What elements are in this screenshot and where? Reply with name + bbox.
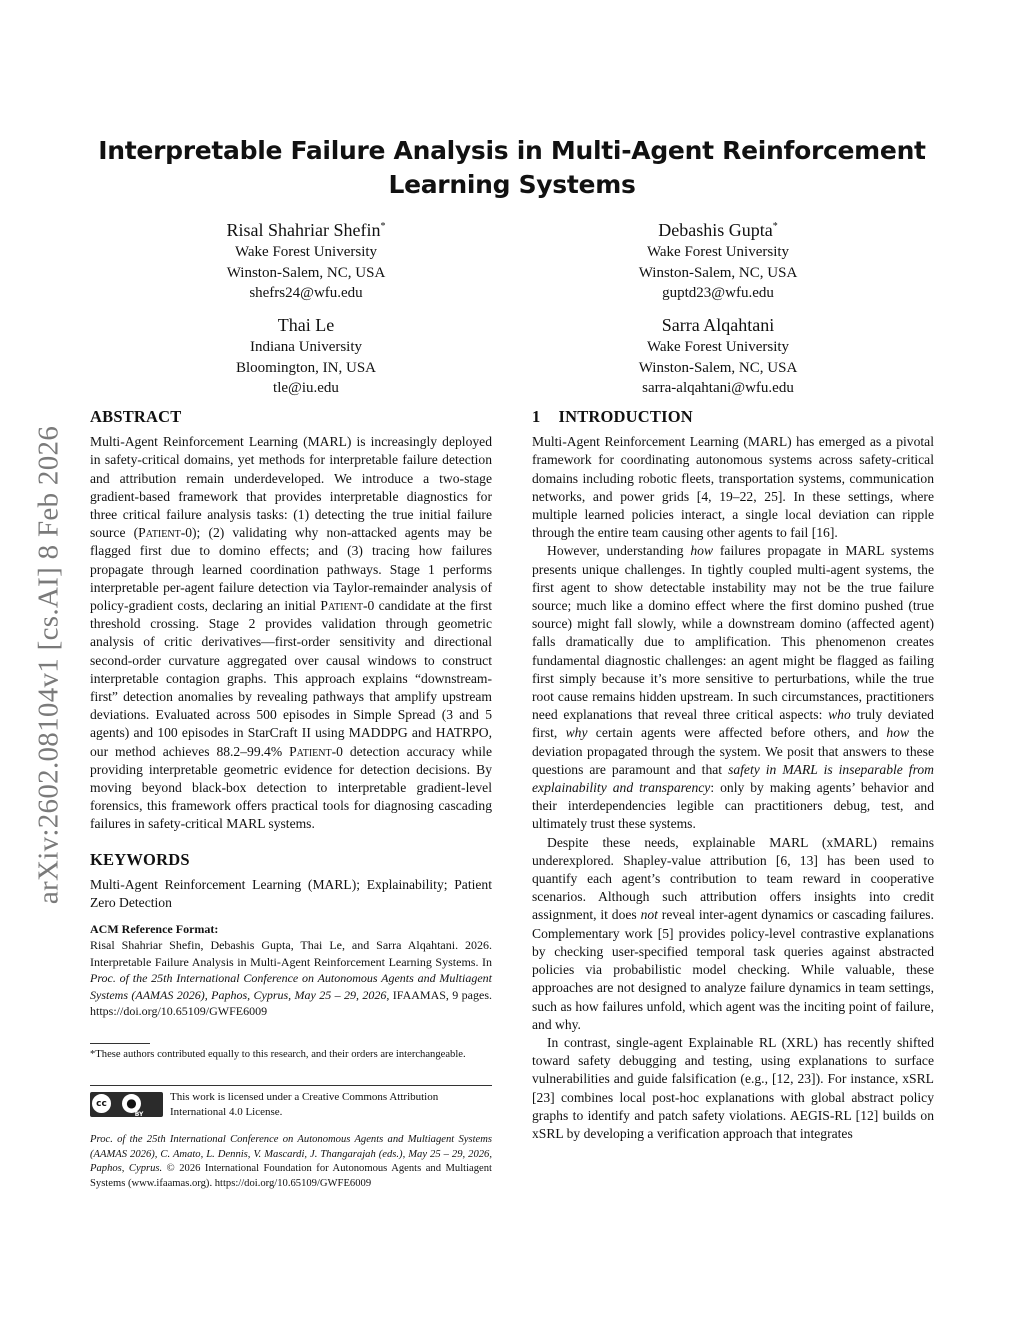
abstract-text — [90, 433, 492, 833]
author-name: Sarra Alqahtani — [661, 315, 775, 335]
author-email[interactable]: shefrs24@wfu.edu — [249, 285, 363, 301]
author-email[interactable]: tle@iu.edu — [273, 380, 339, 396]
paragraph-part: However, understanding — [547, 543, 691, 559]
emphasis: safety in MARL is inseparable from explainability and transparency — [532, 761, 934, 796]
emphasis: how — [886, 725, 910, 741]
intro-paragraph-2 — [532, 542, 934, 833]
abstract-text-part: candidate at the first threshold crossing. Stage 2 provides validation through geometric analysis of critic derivatives—first-order sensitivity and directional second-order curvature aggregated over causal windows to construct interpretable contagion graphs. This approach explains “downstream-first” detection anomalies by revealing pathways that amplify upstream deviations. Evaluated across 500 episodes in Simple Spread (3 and 5 agents) and 100 episodes in StarCraft II using MADDPG and HATRPO, our method achieves 88.2–99.4% — [90, 598, 492, 759]
intro-paragraph-4: In contrast, single-agent Explainable RL (XRL) has recently shifted toward safety debugging and testing, using explanations to surface vulnerabilities and guide falsification (e.g., [12, 23]). For instance, xSRL [23] combines local post-hoc explanations with global abstract policy graphs to identify and patch safety violations. AEGIS-RL [12] builds on xSRL by developing a verification approach that integrates — [532, 1034, 934, 1141]
acm-reference-part: IFAAMAS, 9 pages. https://doi.org/10.65109/GWFE6009 — [90, 987, 492, 1019]
equal-contribution-mark: * — [772, 221, 778, 232]
author-location: Winston-Salem, NC, USA — [226, 264, 386, 281]
abstract-text-part: detection accuracy while providing interpretable geometric evidence for detection decisions. By moving beyond black-box detection to interpretable gradient-level forensics, this framework offers practical tools for diagnosing cascading failures in safety-critical MARL systems. — [90, 743, 492, 832]
license-divider — [90, 1085, 492, 1086]
author-name: Debashis Gupta — [658, 220, 773, 240]
author-name: Risal Shahriar Shefin — [226, 220, 381, 240]
paper-title: Interpretable Failure Analysis in Multi-Agent Reinforcement Learning Systems — [98, 136, 926, 199]
footnote: *These authors contributed equally to this research, and their orders are interchangeable. — [90, 1049, 466, 1060]
paragraph-part: reveal inter-agent dynamics or cascading failures. Complementary work [5] provides policy-level contrastive explanations by checking user-specified temporal task queries against abstracted policies via probabilistic model checking. While valuable, these approaches are not designed to analyze failure dynamics in team settings, such as how failures unfold, which agent was the inciting point of failure, and why. — [532, 907, 934, 1032]
abstract-text-part: Multi-Agent Reinforcement Learning (MARL) is increasingly deployed in safety-critical domains, yet methods for interpretable failure detection and attribution remain underdeveloped. We introduce a two-stage gradient-based framework that provides interpretable diagnostics for three critical failure analysis tasks: (1) detecting the true initial failure source ( — [90, 434, 492, 541]
acm-reference-venue: Proc. of the 25th International Conference on Autonomous Agents and Multiagent Systems (AAMAS 2026), Paphos, Cyprus, May 25 – 29, 2026, — [90, 971, 492, 1002]
paragraph-part: : only by making agents’ behavior and their interdependencies legible can practitioners debug, test, and ultimately trust these systems. — [532, 780, 934, 832]
right-column — [532, 408, 934, 1143]
author-affiliation: Wake Forest University — [234, 244, 378, 260]
intro-paragraph-3 — [532, 834, 934, 1034]
paragraph-part: Despite these needs, explainable MARL (xMARL) remains underexplored. Shapley-value attribution [6, 13] has been used to quantify each agent’s contribution to team reward in cooperative scenarios. Although such attribution offers insights into credit assignment, it does — [532, 834, 934, 923]
footnote-divider — [90, 1043, 150, 1044]
paragraph-part: the deviation propagated through the system. We posit that answers to these questions are paramount and that — [532, 725, 934, 777]
acm-reference-part: Risal Shahriar Shefin, Debashis Gupta, Thai Le, and Sarra Alqahtani. 2026. Interpretable Failure Analysis in Multi-Agent Reinforcement Learning Systems. In — [90, 938, 492, 969]
author-email[interactable]: sarra-alqahtani@wfu.edu — [642, 380, 794, 396]
emphasis: why — [565, 725, 588, 741]
section-number: 1 — [532, 407, 541, 426]
patient-zero-term: Patient-0 — [289, 743, 343, 759]
section-title: INTRODUCTION — [558, 407, 693, 426]
author-affiliation: Wake Forest University — [646, 244, 790, 260]
author-block-4 — [568, 313, 868, 399]
proceedings-venue: Proc. of the 25th International Conference on Autonomous Agents and Multiagent Systems (AAMAS 2026), C. Amato, L. Dennis, V. Mascardi, J. Thangarajah (eds.), May 25 – 29, 2026, Paphos, Cyprus. — [90, 1134, 492, 1174]
acm-reference-heading: ACM Reference Format: — [90, 922, 219, 937]
emphasis: not — [640, 907, 658, 923]
keywords-heading: KEYWORDS — [90, 849, 190, 869]
keywords-text: Multi-Agent Reinforcement Learning (MARL); Explainability; Patient Zero Detection — [90, 876, 492, 911]
emphasis: who — [828, 707, 851, 723]
abstract-heading: ABSTRACT — [90, 407, 182, 426]
proceedings-copyright: © 2026 International Foundation for Autonomous Agents and Multiagent Systems (www.ifaamas.org). https://doi.org/10.65109/GWFE6009 — [90, 1163, 492, 1189]
left-column — [90, 408, 492, 1020]
author-block-1 — [156, 215, 456, 304]
paragraph-part: certain agents were affected before others, and — [587, 725, 887, 741]
author-block-3 — [156, 313, 456, 399]
creative-commons-badge[interactable] — [90, 1092, 163, 1117]
acm-reference-text — [90, 937, 492, 1020]
section-heading — [532, 408, 934, 426]
acm-reference — [90, 921, 492, 1020]
patient-zero-term: Patient-0 — [320, 598, 375, 614]
by-label: BY — [134, 1111, 144, 1118]
author-affiliation: Wake Forest University — [646, 339, 790, 355]
proceedings-note — [90, 1133, 492, 1191]
cc-logo-icon: cc — [92, 1094, 111, 1113]
author-affiliation: Indiana University — [249, 339, 363, 355]
person-icon: ● — [122, 1094, 141, 1113]
author-location: Bloomington, IN, USA — [235, 359, 376, 376]
intro-paragraph-1: Multi-Agent Reinforcement Learning (MARL) has emerged as a pivotal framework for coordinating autonomous systems across safety-critical domains including robotic fleets, transportation systems, communication networks, and power grids [4, 19–22, 25]. In these settings, where multiple learned policies interact, a single local deviation can ripple through the entire team causing other agents to fail [16]. — [532, 434, 934, 541]
paragraph-part: truly deviated first, — [532, 707, 934, 741]
paragraph-part: failures propagate in MARL systems presents unique challenges. In tightly coupled multi-agent systems, the first agent to show detectable instability may not be the true failure source; much like a domino effect where the first domino pushed (true source) might fall slowly, while a downstream domino (affected agent) falls dramatically due to amplification. This phenomenon creates fundamental diagnostic challenges: an agent might be flagged as failing first simply because it’s more sensitive to perturbations, while the true root cause remains hidden upstream. In such circumstances, practitioners need explanations that reveal three critical aspects: — [532, 543, 934, 723]
author-location: Winston-Salem, NC, USA — [638, 264, 798, 281]
author-location: Winston-Salem, NC, USA — [638, 359, 798, 376]
license-note: This work is licensed under a Creative Commons Attribution International 4.0 License. — [170, 1091, 439, 1118]
author-name: Thai Le — [277, 315, 335, 335]
equal-contribution-mark: * — [380, 221, 386, 232]
author-email[interactable]: guptd23@wfu.edu — [662, 285, 774, 301]
emphasis: how — [690, 543, 714, 559]
patient-zero-term: Patient-0 — [138, 525, 193, 541]
author-block-2 — [568, 215, 868, 304]
abstract-text-part: ); (2) validating why non-attacked agents may be flagged first due to domino effects; and (3) tracing how failures propagate through learned coordination pathways. Stage 1 performs interpretable per-agent failure detection via Taylor-remainder analysis of policy-gradient costs, declaring an initial — [90, 525, 492, 614]
arxiv-side-stamp — [28, 385, 70, 945]
arxiv-identifier: arXiv:2602.08104v1 [cs.AI] 8 Feb 2026 — [32, 425, 65, 905]
